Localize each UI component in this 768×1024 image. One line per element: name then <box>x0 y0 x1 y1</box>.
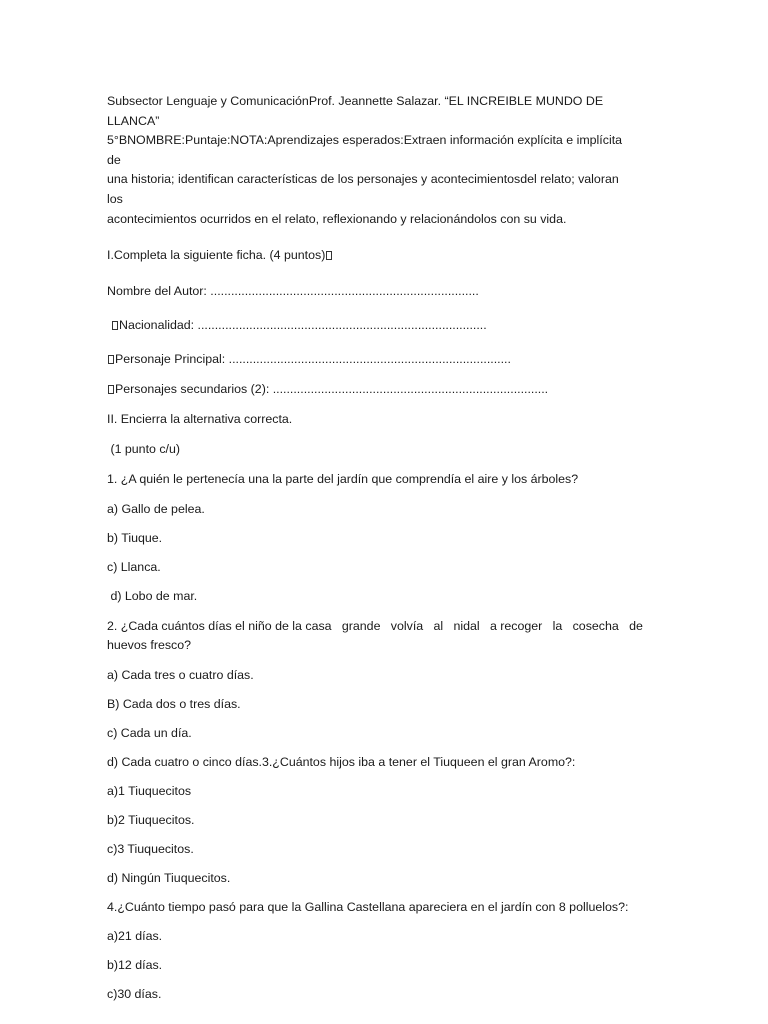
missing-glyph-box-icon <box>326 251 332 260</box>
q1-option-b: b) Tiuque. <box>107 531 163 546</box>
field-personajes-secundarios: Personajes secundarios (2): ................................................................................ <box>107 381 635 397</box>
q4-option-b: b)12 días. <box>107 958 163 973</box>
q3-option-b: b)2 Tiuquecitos. <box>107 813 195 828</box>
q2-option-c: c) Cada un día. <box>107 726 192 741</box>
worksheet-header <box>107 92 635 229</box>
question-2-line-2: huevos fresco? <box>107 638 192 653</box>
field-nacionalidad: Nacionalidad: .................................................................................... <box>107 317 635 333</box>
question-4: 4.¿Cuánto tiempo pasó para que la Gallina Castellana apareciera en el jardín con 8 polluelos?: <box>107 900 629 915</box>
q3-option-d: d) Ningún Tiuquecitos. <box>107 871 231 886</box>
q2-option-a: a) Cada tres o cuatro días. <box>107 668 254 683</box>
document-content <box>107 92 643 1002</box>
q4-option-c: c)30 días. <box>107 987 162 1002</box>
header-line-4: acontecimientos ocurridos en el relato, reflexionando y relacionándolos con su vida. <box>107 211 567 226</box>
q4-option-a: a)21 días. <box>107 929 163 944</box>
header-line-2: 5°BNOMBRE:Puntaje:NOTA:Aprendizajes esperados:Extraen información explícita e implícita de <box>107 133 623 167</box>
header-line-3: una historia; identifican características de los personajes y acontecimientosdel relato; valoran los <box>107 172 619 206</box>
section-1-title: I.Completa la siguiente ficha. (4 puntos) <box>107 247 635 263</box>
q3-option-a: a)1 Tiuquecitos <box>107 784 192 799</box>
section-2-points: (1 punto c/u) <box>107 442 181 457</box>
missing-glyph-box-icon <box>108 355 114 364</box>
q2-option-b: B) Cada dos o tres días. <box>107 697 241 712</box>
header-line-1: Subsector Lenguaje y ComunicaciónProf. Jeannette Salazar. “EL INCREIBLE MUNDO DE LLANCA” <box>107 94 604 128</box>
question-2-line-1: 2. ¿Cada cuántos días el niño de la casa grande volvía al nidal a recoger la cosecha de <box>107 619 643 634</box>
missing-glyph-box-icon <box>108 385 114 394</box>
section-2-title: II. Encierra la alternativa correcta. <box>107 412 293 427</box>
field-personaje-principal: Personaje Principal: .................................................................................. <box>107 351 635 367</box>
question-1: 1. ¿A quién le pertenecía una la parte del jardín que comprendía el aire y los árboles? <box>107 472 579 487</box>
q1-option-a: a) Gallo de pelea. <box>107 502 205 517</box>
field-autor: Nombre del Autor: .............................................................................. <box>107 284 479 299</box>
q2-option-d-and-question-3: d) Cada cuatro o cinco días.3.¿Cuántos hijos iba a tener el Tiuqueen el gran Aromo?: <box>107 755 576 770</box>
q1-option-c: c) Llanca. <box>107 560 161 575</box>
missing-glyph-box-icon <box>112 321 118 330</box>
q3-option-c: c)3 Tiuquecitos. <box>107 842 194 857</box>
q1-option-d: d) Lobo de mar. <box>107 589 198 604</box>
